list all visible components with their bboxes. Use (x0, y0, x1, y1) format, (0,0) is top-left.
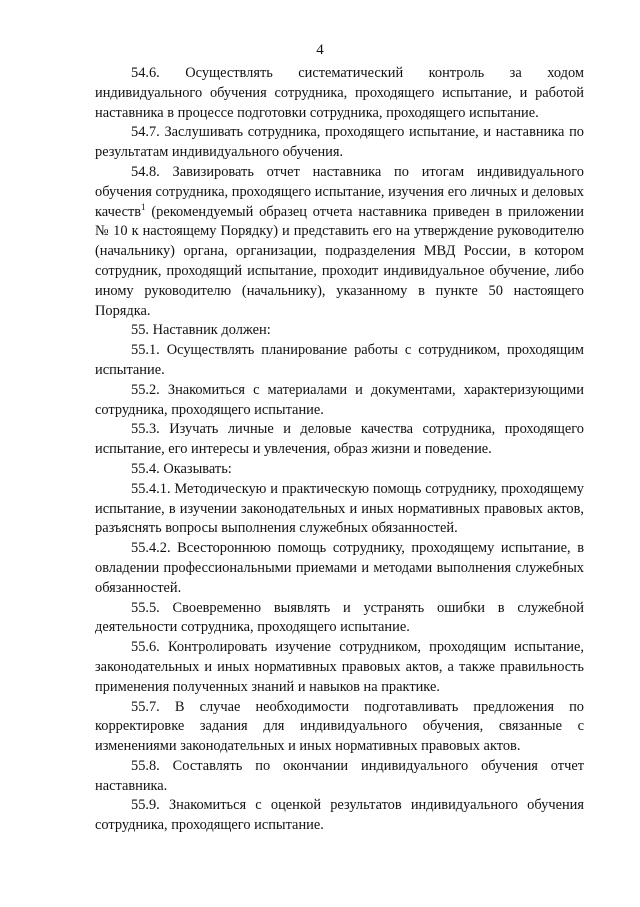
paragraph-55-7: 55.7. В случае необходимости подготавливать предложения по корректировке задания для индивидуального обучения, связанные с изменениями законодательных и иных нормативных правовых актов. (95, 698, 584, 755)
paragraph-54-8 (95, 163, 584, 321)
paragraph-55-4-1: 55.4.1. Методическую и практическую помощь сотруднику, проходящему испытание, в изучении законодательных и иных нормативных правовых актов, разъяснять вопросы выполнения служебных обязанностей. (95, 480, 584, 537)
paragraph-55-8: 55.8. Составлять по окончании индивидуального обучения отчет наставника. (95, 757, 584, 794)
paragraph-54-8-part1: 54.8. Завизировать отчет наставника по итогам индивидуального обучения сотрудника, проходящего испытание, изучения его личных и деловых качеств (95, 163, 584, 220)
paragraph-54-6: 54.6. Осуществлять систематический контроль за ходом индивидуального обучения сотрудника, проходящего испытание, и работой наставника в процессе подготовки сотрудника, проходящего испытание. (95, 65, 584, 121)
paragraph-55-2: 55.2. Знакомиться с материалами и документами, характеризующими сотрудника, проходящего испытание. (95, 381, 584, 418)
paragraph-54-8-part2: (рекомендуемый образец отчета наставника приведен в приложении № 10 к настоящему Порядку) и представить его на утверждение руководителю (начальнику) органа, организации, подразделения МВД России, в котором сотрудник, проходящий испытание, проходит индивидуальное обучение, либо иному руководителю (начальнику), указанному в пункте 50 настоящего Порядка. (95, 203, 584, 319)
document-body (95, 64, 584, 836)
footnote-mark: 1 (141, 201, 146, 212)
paragraph-55-6: 55.6. Контролировать изучение сотрудником, проходящим испытание, законодательных и иных нормативных правовых актов, а также правильность применения полученных знаний и навыков на практике. (95, 639, 584, 695)
paragraph-55-4: 55.4. Оказывать: (131, 460, 232, 477)
paragraph-55: 55. Наставник должен: (131, 322, 271, 339)
paragraph-55-9: 55.9. Знакомиться с оценкой результатов индивидуального обучения сотрудника, проходящего испытание. (95, 797, 584, 834)
page-number: 4 (316, 42, 324, 58)
paragraph-55-1: 55.1. Осуществлять планирование работы с сотрудником, проходящим испытание. (95, 342, 584, 378)
paragraph-55-3: 55.3. Изучать личные и деловые качества сотрудника, проходящего испытание, его интересы и увлечения, образ жизни и поведение. (95, 421, 584, 458)
paragraph-55-4-2: 55.4.2. Всестороннюю помощь сотруднику, проходящему испытание, в овладении профессиональными приемами и методами выполнения служебных обязанностей. (95, 540, 584, 596)
paragraph-54-7: 54.7. Заслушивать сотрудника, проходящего испытание, и наставника по результатам индивидуального обучения. (95, 124, 584, 161)
paragraph-55-5: 55.5. Своевременно выявлять и устранять ошибки в служебной деятельности сотрудника, проходящего испытание. (95, 599, 584, 636)
